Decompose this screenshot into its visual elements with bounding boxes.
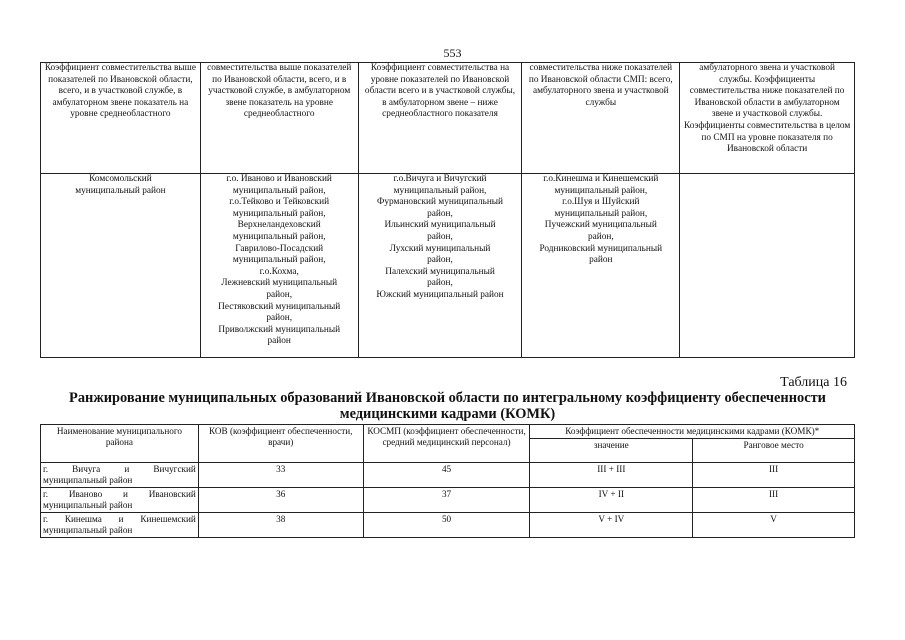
- top-body-cell: г.о.Кинешма и Кинешемский муниципальный район, г.о.Шуя и Шуйский муниципальный район, Пучежский муниципальный район, Родниковский муниципальный район: [522, 174, 680, 358]
- cell-kosmp: 45: [363, 463, 530, 488]
- cell-kov: 33: [198, 463, 363, 488]
- table-row: [41, 463, 855, 488]
- header-rank: Ранговое место: [693, 439, 855, 463]
- page-number: 553: [443, 46, 462, 60]
- cell-rank: III: [693, 463, 855, 488]
- header-kosmp: КОСМП (коэффициент обеспеченности, средний медицинский персонал): [363, 425, 530, 463]
- top-body-cell-empty: [680, 174, 855, 358]
- cell-region: г. Кинешма и Кинешемский муниципальный район: [41, 513, 199, 538]
- cell-kosmp: 50: [363, 513, 530, 538]
- cell-kosmp: 37: [363, 488, 530, 513]
- table-title: Ранжирование муниципальных образований Ивановской области по интегральному коэффициенту обеспеченности медицинскими кадрами (КОМК): [69, 390, 826, 422]
- top-header-cell: Коэффициент совместительства на уровне показателей по Ивановской области всего и в участковой службы, в амбулаторном звене – ниже среднеобластного показателя: [358, 63, 522, 174]
- cell-kov: 38: [198, 513, 363, 538]
- header-komk: Коэффициент обеспеченности медицинскими кадрами (КОМК)*: [530, 425, 855, 439]
- top-continuation-table: [40, 62, 855, 358]
- cell-region: г. Вичуга и Вичугский муниципальный район: [41, 463, 199, 488]
- header-kov: КОВ (коэффициент обеспеченности, врачи): [198, 425, 363, 463]
- header-region: Наименование муниципального района: [41, 425, 199, 463]
- top-table-header-row: [41, 63, 855, 174]
- cell-value: III + III: [530, 463, 693, 488]
- top-body-cell: г.о.Вичуга и Вичугский муниципальный район, Фурмановский муниципальный район, Ильинский муниципальный район, Лухский муниципальный район, Палехский муниципальный район, Южский муниципальный район: [358, 174, 522, 358]
- cell-kov: 36: [198, 488, 363, 513]
- table-row: [41, 488, 855, 513]
- cell-region: г. Иваново и Ивановский муниципальный район: [41, 488, 199, 513]
- cell-rank: III: [693, 488, 855, 513]
- top-body-cell: г.о. Иваново и Ивановский муниципальный район, г.о.Тейково и Тейковский муниципальный район, Верхнеландеховский муниципальный район, Гаврилово-Посадский муниципальный район, г.о.Кохма, Лежневский муниципальный район, Пестяковский муниципальный район, Приволжский муниципальный район: [200, 174, 358, 358]
- top-header-cell: совместительства выше показателей по Ивановской области, всего, и в участковой службе, в амбулаторном звене показатель на уровне среднеобластного: [200, 63, 358, 174]
- cell-rank: V: [693, 513, 855, 538]
- top-body-cell: Комсомольский муниципальный район: [41, 174, 201, 358]
- top-header-cell: амбулаторного звена и участковой службы. Коэффициенты совместительства ниже показателей по Ивановской области в амбулаторном звене и участковой службы. Коэффициенты совместительства в целом по СМП на уровне показателя по Ивановской области: [680, 63, 855, 174]
- table-number-label: Таблица 16: [780, 375, 847, 390]
- komk-ranking-table: [40, 424, 855, 538]
- cell-value: IV + II: [530, 488, 693, 513]
- header-value: значение: [530, 439, 693, 463]
- top-header-cell: совместительства ниже показателей по Ивановской области СМП: всего, амбулаторного звена и участковой службы: [522, 63, 680, 174]
- cell-value: V + IV: [530, 513, 693, 538]
- table-header-row: [41, 425, 855, 439]
- top-header-cell: Коэффициент совместительства выше показателей по Ивановской области, всего, и в участковой службе, в амбулаторном звене показатель на уровне среднеобластного: [41, 63, 201, 174]
- table-row: [41, 513, 855, 538]
- top-table-body-row: [41, 174, 855, 358]
